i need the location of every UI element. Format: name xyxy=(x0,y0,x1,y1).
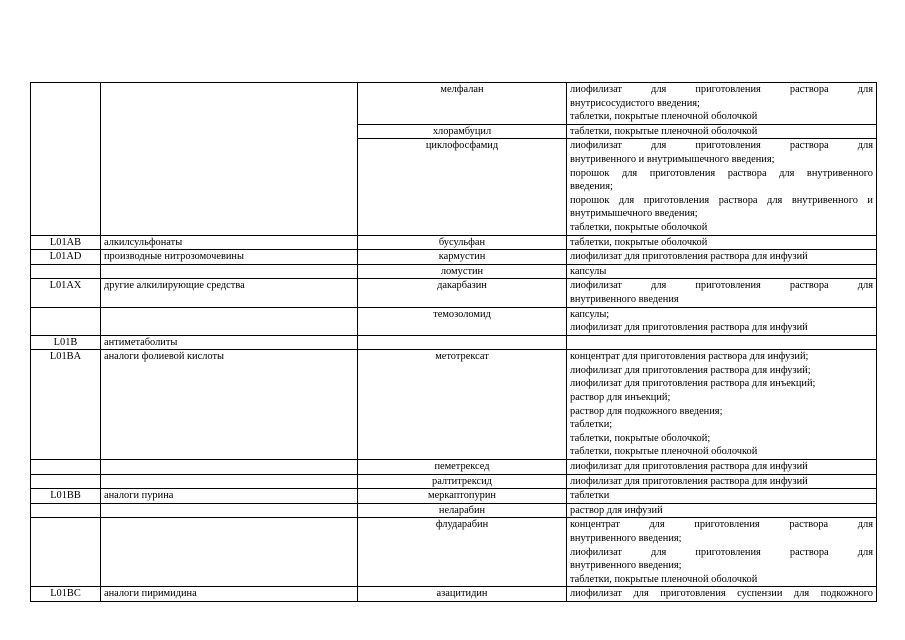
drug-name-cell: хлорамбуцил xyxy=(358,124,567,139)
group-name-cell xyxy=(101,474,358,489)
drug-name-cell: циклофосфамид xyxy=(358,139,567,235)
group-name-cell: аналоги пиримидина xyxy=(101,587,358,602)
table-row xyxy=(31,250,877,265)
table-row xyxy=(31,503,877,518)
table-row xyxy=(31,264,877,279)
group-name-cell xyxy=(101,503,358,518)
dosage-form-cell xyxy=(567,235,877,250)
atc-code-cell xyxy=(31,460,101,475)
dosage-form-line: раствор для подкожного введения; xyxy=(570,405,723,417)
atc-code-cell xyxy=(31,83,101,236)
table-row xyxy=(31,350,877,460)
dosage-form-line: таблетки, покрытые пленочной оболочкой xyxy=(570,111,758,123)
dosage-form-line: лиофилизат для приготовления суспензии для подкожного xyxy=(570,588,873,600)
dosage-form-cell xyxy=(567,474,877,489)
dosage-form-line: капсулы; xyxy=(570,308,610,320)
table-body xyxy=(31,83,877,602)
dosage-form-line: концентрат для приготовления раствора для xyxy=(570,519,873,531)
dosage-form-line: лиофилизат для приготовления раствора для xyxy=(570,84,873,95)
atc-code-cell xyxy=(31,474,101,489)
dosage-form-line: порошок для приготовления раствора для внутривенного и xyxy=(570,194,873,206)
dosage-form-line: таблетки xyxy=(570,490,610,502)
drug-classification-table xyxy=(30,82,877,602)
dosage-form-line: таблетки, покрытые оболочкой xyxy=(570,236,708,248)
dosage-form-line: таблетки, покрытые пленочной оболочкой xyxy=(570,125,758,137)
dosage-form-line: таблетки, покрытые оболочкой; xyxy=(570,432,711,444)
atc-code-cell xyxy=(31,307,101,335)
dosage-form-line: внутривенного введения; xyxy=(570,533,682,544)
drug-name-cell: ломустин xyxy=(358,264,567,279)
drug-name-cell xyxy=(358,335,567,350)
dosage-form-line: внутривенного введения; xyxy=(570,560,682,572)
dosage-form-cell xyxy=(567,587,877,602)
dosage-form-line: лиофилизат для приготовления раствора для инфузий xyxy=(570,251,808,263)
group-name-cell xyxy=(101,307,358,335)
dosage-form-line: лиофилизат для приготовления раствора для xyxy=(570,546,873,558)
dosage-form-line: лиофилизат для приготовления раствора для инъекций; xyxy=(570,378,816,390)
dosage-form-cell xyxy=(567,503,877,518)
dosage-form-cell xyxy=(567,518,877,587)
drug-name-cell: дакарбазин xyxy=(358,279,567,307)
drug-name-cell: метотрексат xyxy=(358,350,567,460)
dosage-form-cell xyxy=(567,250,877,265)
atc-code-cell xyxy=(31,518,101,587)
dosage-form-line: таблетки; xyxy=(570,419,613,431)
group-name-cell: другие алкилирующие средства xyxy=(101,279,358,307)
dosage-form-line: лиофилизат для приготовления раствора для инфузий xyxy=(570,461,808,473)
dosage-form-line: лиофилизат для приготовления раствора для инфузий; xyxy=(570,364,811,376)
dosage-form-line: порошок для приготовления раствора для внутривенного xyxy=(570,167,873,179)
atc-code-cell: L01BC xyxy=(31,587,101,602)
dosage-form-line: лиофилизат для приготовления раствора для инфузий xyxy=(570,475,808,487)
table-row xyxy=(31,335,877,350)
atc-code-cell: L01AX xyxy=(31,279,101,307)
group-name-cell xyxy=(101,83,358,236)
table-row xyxy=(31,489,877,504)
drug-name-cell: пеметрексед xyxy=(358,460,567,475)
table-row xyxy=(31,307,877,335)
dosage-form-line: таблетки, покрытые пленочной оболочкой xyxy=(570,573,758,585)
dosage-form-line: внутривенного и внутримышечного введения; xyxy=(570,153,775,165)
group-name-cell: аналоги пурина xyxy=(101,489,358,504)
table-row xyxy=(31,518,877,587)
drug-name-cell: флударабин xyxy=(358,518,567,587)
dosage-form-line: внутрисосудистого введения; xyxy=(570,97,700,109)
group-name-cell xyxy=(101,518,358,587)
dosage-form-line: раствор для инфузий xyxy=(570,504,663,516)
drug-name-cell: меркаптопурин xyxy=(358,489,567,504)
dosage-form-cell xyxy=(567,83,877,125)
group-name-cell: антиметаболиты xyxy=(101,335,358,350)
dosage-form-cell xyxy=(567,124,877,139)
table-row xyxy=(31,587,877,602)
dosage-form-line: концентрат для приготовления раствора для инфузий; xyxy=(570,351,809,363)
dosage-form-line: таблетки, покрытые оболочкой xyxy=(570,221,708,233)
table-row xyxy=(31,279,877,307)
atc-code-cell: L01BA xyxy=(31,350,101,460)
drug-name-cell: темозоломид xyxy=(358,307,567,335)
dosage-form-line: капсулы xyxy=(570,265,607,277)
dosage-form-cell xyxy=(567,279,877,307)
dosage-form-line: таблетки, покрытые пленочной оболочкой xyxy=(570,446,758,458)
dosage-form-cell xyxy=(567,335,877,350)
drug-name-cell: ралтитрексид xyxy=(358,474,567,489)
dosage-form-line: введения; xyxy=(570,181,613,193)
drug-name-cell: мелфалан xyxy=(358,83,567,125)
dosage-form-cell xyxy=(567,307,877,335)
table-row xyxy=(31,83,877,125)
group-name-cell xyxy=(101,460,358,475)
group-name-cell: алкилсульфонаты xyxy=(101,235,358,250)
dosage-form-cell xyxy=(567,264,877,279)
atc-code-cell xyxy=(31,503,101,518)
atc-code-cell: L01B xyxy=(31,335,101,350)
atc-code-cell xyxy=(31,264,101,279)
atc-code-cell: L01AB xyxy=(31,235,101,250)
table-row xyxy=(31,460,877,475)
dosage-form-line: лиофилизат для приготовления раствора для xyxy=(570,140,873,152)
table-row xyxy=(31,235,877,250)
table-row xyxy=(31,474,877,489)
dosage-form-cell xyxy=(567,489,877,504)
dosage-form-cell xyxy=(567,350,877,460)
drug-name-cell: кармустин xyxy=(358,250,567,265)
dosage-form-line: лиофилизат для приготовления раствора для инфузий xyxy=(570,322,808,334)
dosage-form-cell xyxy=(567,139,877,235)
dosage-form-cell xyxy=(567,460,877,475)
drug-name-cell: неларабин xyxy=(358,503,567,518)
atc-code-cell: L01AD xyxy=(31,250,101,265)
dosage-form-line: лиофилизат для приготовления раствора для xyxy=(570,280,873,292)
dosage-form-line: внутримышечного введения; xyxy=(570,208,698,220)
dosage-form-line: раствор для инъекций; xyxy=(570,392,671,404)
dosage-form-line: внутривенного введения xyxy=(570,293,679,305)
drug-name-cell: азацитидин xyxy=(358,587,567,602)
group-name-cell: производные нитрозомочевины xyxy=(101,250,358,265)
drug-name-cell: бусульфан xyxy=(358,235,567,250)
group-name-cell: аналоги фолиевой кислоты xyxy=(101,350,358,460)
atc-code-cell: L01BB xyxy=(31,489,101,504)
group-name-cell xyxy=(101,264,358,279)
